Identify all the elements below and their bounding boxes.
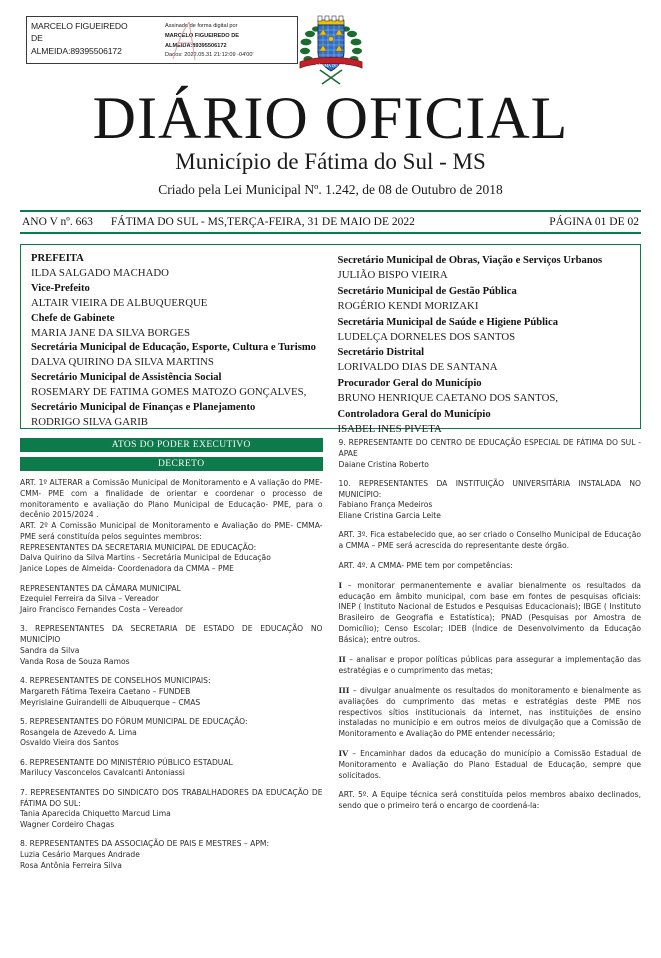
paragraph: ART. 2º A Comissão Municipal de Monitoramento e Avaliação do PME- CMMA-PME será constituída pelos seguintes membros: bbox=[20, 521, 323, 541]
paragraph: II – analisar e propor políticas públicas para assegurar a implementação das estratégias e o cumprimento das metas; bbox=[338, 655, 641, 675]
officials-column-right bbox=[337, 252, 631, 435]
paragraph: 5. REPRESENTANTES DO FÓRUM MUNICIPAL DE EDUCAÇÃO: bbox=[20, 716, 248, 726]
official-role: Secretário Distrital bbox=[337, 347, 425, 359]
paragraph: Osvaldo Vieira dos Santos bbox=[20, 738, 119, 748]
official-name: DALVA QUIRINO DA SILVA MARTINS bbox=[31, 356, 214, 369]
paragraph: Dalva Quirino da Silva Martins - Secretária Municipal de Educação bbox=[20, 553, 271, 563]
paragraph: IV – Encaminhar dados da educação do município a Comissão Estadual de Monitoramento e Avaliação do Plano Estadual de Educação, sempre que solicitados. bbox=[338, 749, 641, 781]
signature-detail-block bbox=[159, 17, 297, 63]
official-role: Procurador Geral do Município bbox=[337, 378, 482, 389]
paragraph: Marilucy Vasconcelos Cavalcanti Antoniassi bbox=[20, 768, 185, 778]
section-header-decreto: DECRETO bbox=[20, 457, 323, 471]
page-title: DIÁRIO OFICIAL bbox=[92, 85, 569, 151]
body-columns bbox=[20, 438, 641, 958]
paragraph: III – divulgar anualmente os resultados do monitoramento e bienalmente as avaliações do cumprimento das metas e estratégias deste PME nos respectivos sítios institucionais da internet, nas instituições de ensino instaladas no município e em outros meios de divulgação que a Comissão de Monitoramento e Avaliação do PME entender necessário; bbox=[338, 686, 641, 739]
signature-detail-line-1: Assinado de forma digital por bbox=[165, 23, 238, 29]
signature-name-line-3: ALMEIDA:89395506172 bbox=[31, 45, 122, 56]
paragraph: Wagner Cordeiro Chagas bbox=[20, 820, 115, 830]
masthead-subtitle: Município de Fátima do Sul - MS bbox=[175, 149, 486, 174]
paragraph: ART. 4º. A CMMA- PME tem por competências: bbox=[338, 560, 513, 570]
paragraph: Margareth Fátima Texeira Caetano – FUNDEB bbox=[20, 686, 191, 696]
paragraph: Eliane Cristina Garcia Leite bbox=[338, 511, 441, 521]
official-name: MARIA JANE DA SILVA BORGES bbox=[31, 326, 190, 339]
official-name: JULIÃO BISPO VIEIRA bbox=[337, 269, 448, 282]
paragraph: Jairo Francisco Fernandes Costa – Vereador bbox=[20, 605, 183, 615]
paragraph: Meyrislaine Guirandelli de Albuquerque – CMAS bbox=[20, 697, 201, 707]
issue-bar bbox=[20, 210, 641, 234]
official-name: ROGÉRIO KENDI MORIZAKI bbox=[337, 299, 479, 312]
signature-name-block bbox=[27, 17, 159, 63]
paragraph: Vanda Rosa de Souza Ramos bbox=[20, 656, 130, 666]
paragraph: Fabiano França Medeiros bbox=[338, 500, 433, 510]
paragraph: REPRESENTANTES DA SECRETARIA MUNICIPAL DE EDUCAÇÃO: bbox=[20, 542, 257, 552]
official-name: LORIVALDO DIAS DE SANTANA bbox=[337, 361, 498, 374]
official-name: RODRIGO SILVA GARIB bbox=[31, 415, 148, 428]
official-name: ROSEMARY DE FATIMA GOMES MATOZO GONÇALVES, bbox=[31, 386, 307, 399]
paragraph: ART. 5º. A Equipe técnica será constituída pelos membros abaixo declinados, sendo que o primeiro terá o encargo de coordená-la: bbox=[338, 790, 641, 811]
official-role: Vice-Prefeito bbox=[31, 282, 90, 294]
issue-page-indicator: PÁGINA 01 DE 02 bbox=[549, 216, 639, 228]
official-name: ILDA SALGADO MACHADO bbox=[31, 267, 169, 280]
paragraph: Tania Aparecida Chiquetto Marcud Lima bbox=[20, 809, 171, 819]
signature-detail-line-4: Dados: 2022.05.31 21:12:09 -04'00' bbox=[165, 52, 254, 59]
official-name: BRUNO HENRIQUE CAETANO DOS SANTOS, bbox=[337, 392, 559, 405]
paragraph: Sandra da Silva bbox=[20, 645, 80, 655]
paragraph: REPRESENTANTES DA CÂMARA MUNICIPAL bbox=[20, 583, 181, 593]
official-name: ISABEL INES PIVETA bbox=[337, 422, 442, 435]
section-header-atos: ATOS DO PODER EXECUTIVO bbox=[20, 438, 323, 452]
officials-column-left bbox=[31, 252, 324, 428]
official-role: Secretário Municipal de Finanças e Planejamento bbox=[31, 401, 256, 413]
signature-detail-line-3: ALMEIDA:89395506172 bbox=[165, 42, 227, 49]
issue-year-number: ANO V nº. 663 bbox=[22, 216, 93, 228]
body-column-left bbox=[20, 438, 323, 958]
signature-name-line-1: MARCELO FIGUEIREDO bbox=[31, 21, 128, 31]
paragraph: 3. REPRESENTANTES DA SECRETARIA DE ESTADO DE EDUCAÇÃO NO MUNICÍPIO bbox=[20, 624, 323, 645]
paragraph: Luzia Cesário Marques Andrade bbox=[20, 850, 140, 860]
official-name: LUDELÇA DORNELES DOS SANTOS bbox=[337, 330, 516, 343]
official-role: Controladora Geral do Município bbox=[337, 408, 491, 420]
digital-signature-stamp bbox=[26, 16, 298, 64]
official-role: Secretário Municipal de Assistência Social bbox=[31, 372, 222, 383]
official-role: PREFEITA bbox=[31, 253, 84, 264]
official-role: Chefe de Gabinete bbox=[31, 312, 115, 324]
officials-box bbox=[20, 244, 641, 435]
issue-place-date: FÁTIMA DO SUL - MS,TERÇA-FEIRA, 31 DE MAIO DE 2022 bbox=[110, 216, 415, 228]
paragraph: 8. REPRESENTANTES DA ASSOCIAÇÃO DE PAIS E MESTRES – APM: bbox=[20, 839, 270, 849]
signature-detail-line-2: MARCELO FIGUEIREDO DE bbox=[165, 32, 239, 39]
paragraph: Rosangela de Azevedo A. Lima bbox=[20, 727, 137, 737]
paragraph: 4. REPRESENTANTES DE CONSELHOS MUNICIPAIS: bbox=[20, 676, 211, 685]
svg-text:FÁTIMA DO SUL: FÁTIMA DO SUL bbox=[315, 63, 347, 68]
paragraph: Rosa Antônia Ferreira Silva bbox=[20, 860, 122, 870]
official-role: Secretário Municipal de Gestão Pública bbox=[337, 285, 517, 297]
paragraph: 10. REPRESENTANTES DA INSTITUIÇÃO UNIVERSITÁRIA INSTALADA NO MUNICÍPIO: bbox=[338, 478, 641, 499]
paragraph: ART. 3º. Fica estabelecido que, ao ser criado o Conselho Municipal de Educação a CMMA – PME será acrescida do representante deste órgão. bbox=[338, 530, 641, 551]
coat-of-arms-icon bbox=[296, 12, 366, 88]
official-role: Secretária Municipal de Saúde e Higiene Pública bbox=[337, 316, 558, 328]
paragraph: Ezequiel Ferreira da Silva – Vereador bbox=[20, 594, 159, 604]
masthead-law-line: Criado pela Lei Municipal Nº. 1.242, de 08 de Outubro de 2018 bbox=[158, 182, 503, 197]
signature-name-line-2: DE bbox=[31, 33, 43, 44]
paragraph: Janice Lopes de Almeida- Coordenadora da CMMA – PME bbox=[20, 564, 234, 574]
official-role: Secretário Municipal de Obras, Viação e Serviços Urbanos bbox=[337, 255, 603, 266]
body-column-right bbox=[339, 438, 642, 958]
official-name: ALTAIR VIEIRA DE ALBUQUERQUE bbox=[31, 296, 208, 309]
paragraph: ART. 1º ALTERAR a Comissão Municipal de Monitoramento e A valiação do PME- CMM- PME com a finalidade de orientar e coordenar o processo de monitoramento e avaliação do Plano Municipal de Educação- PME, para o decênio 2015/2024 . bbox=[20, 478, 323, 520]
paragraph: Daiane Cristina Roberto bbox=[338, 459, 429, 469]
paragraph: I – monitorar permanentemente e avaliar bienalmente os resultados da educação em âmbito municipal, com base em fontes de pesquisas oficiais: INEP ( Instituto Nacional de Estudos e Pesquisas Educacionais); IBGE ( Instituto Brasileiro de Geografia e Estatística); PNAD (Pesquisas por Amostra de Domicílio); Censo Escolar; IDEB (Índice de Desenvolvimento da Educação Básica); entre outros. bbox=[338, 580, 641, 644]
paragraph: 6. REPRESENTANTE DO MINISTÉRIO PÚBLICO ESTADUAL bbox=[20, 757, 233, 767]
official-role: Secretária Municipal de Educação, Esporte, Cultura e Turismo bbox=[31, 342, 316, 354]
paragraph: 7. REPRESENTANTES DO SINDICATO DOS TRABALHADORES DA EDUCAÇÃO DE FÁTIMA DO SUL: bbox=[20, 787, 323, 808]
paragraph: 9. REPRESENTANTE DO CENTRO DE EDUCAÇÃO ESPECIAL DE FÁTIMA DO SUL - APAE bbox=[338, 438, 641, 458]
